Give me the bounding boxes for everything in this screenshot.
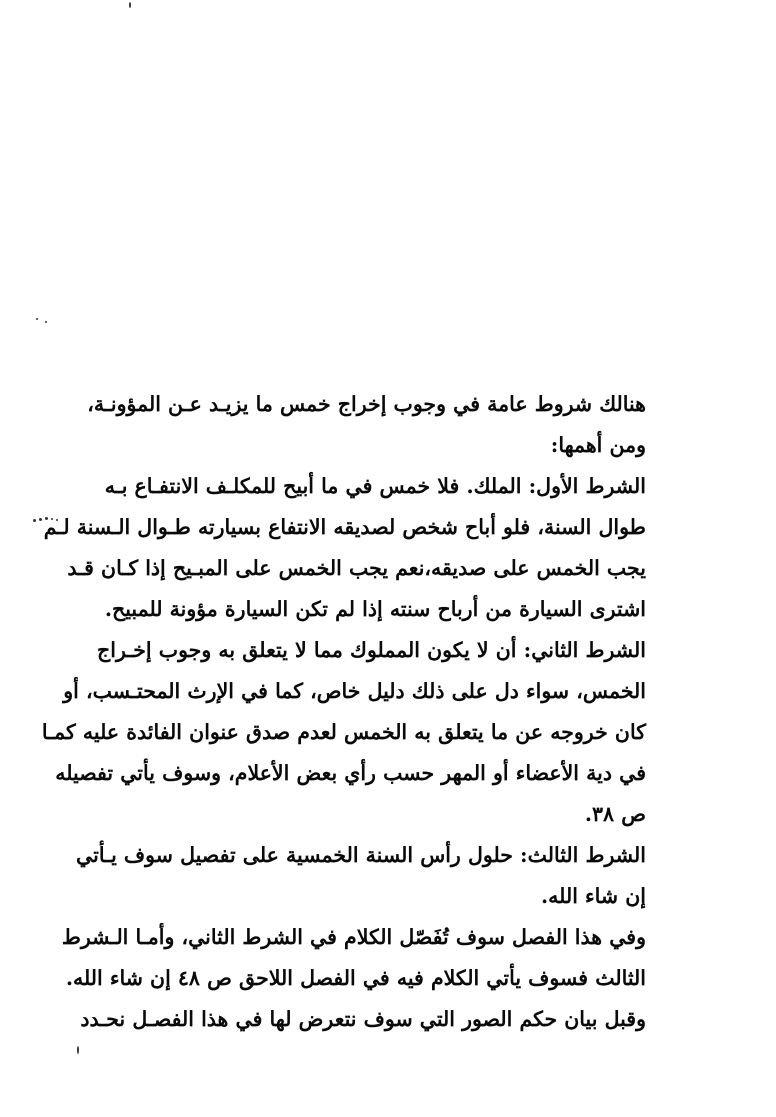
text-line: وفي هذا الفصل سوف تُفَصّل الكلام في الشرط الثاني، وأمـا الـشرط xyxy=(61,925,646,949)
text-line: ومن أهمها: xyxy=(550,433,646,457)
scan-speck xyxy=(45,321,47,323)
scan-speck xyxy=(39,518,42,521)
scan-speck xyxy=(77,1046,79,1054)
paragraph xyxy=(43,466,646,630)
scan-speck xyxy=(129,2,131,8)
paragraph xyxy=(87,384,646,466)
text-line: الخمس، سواء دل على ذلك دليل خاص، كما في الإرث المحتـسب، أو xyxy=(63,679,646,703)
text-line: اشترى السيارة من أرباح سنته إذا لم تكن السيارة مؤونة للمبيح. xyxy=(104,597,646,621)
paragraph xyxy=(61,917,646,999)
text-line: طوال السنة، فلو أباح شخص لصديقه الانتفاع بسيارته طـوال الـسنة لـم xyxy=(43,515,646,539)
text-line: هنالك شروط عامة في وجوب إخراج خمس ما يزيـد عـن المؤونـة، xyxy=(87,392,646,416)
paragraph xyxy=(41,630,646,835)
text-line: إن شاء الله. xyxy=(541,884,646,908)
text-line: وقبل بيان حكم الصور التي سوف نتعرض لها في هذا الفصـل نحـدد xyxy=(80,1007,646,1031)
text-line: في دية الأعضاء أو المهر حسب رأي بعض الأعلام، وسوف يأتي تفصيله xyxy=(55,761,646,785)
scan-speck xyxy=(33,519,36,522)
paragraph xyxy=(80,999,646,1040)
scan-speck xyxy=(36,318,38,320)
text-line: ص ٣٨. xyxy=(584,802,646,826)
paragraph xyxy=(76,835,646,917)
body-text xyxy=(41,384,646,1040)
text-line: الشرط الثاني: أن لا يكون المملوك مما لا يتعلق به وجوب إخـراج xyxy=(97,638,646,662)
text-line: الشرط الأول: الملك. فلا خمس في ما أبيح للمكلـف الانتفـاع بـه xyxy=(104,474,646,498)
text-line: يجب الخمس على صديقه،نعم يجب الخمس على المبـيح إذا كـان قـد xyxy=(67,556,646,580)
text-line: الثالث فسوف يأتي الكلام فيه في الفصل اللاحق ص ٤٨ إن شاء الله. xyxy=(65,966,646,990)
text-line: كان خروجه عن ما يتعلق به الخمس لعدم صدق عنوان الفائدة عليه كمـا xyxy=(41,720,646,744)
text-line: الشرط الثالث: حلول رأس السنة الخمسية على تفصيل سوف يـأتي xyxy=(76,843,646,867)
